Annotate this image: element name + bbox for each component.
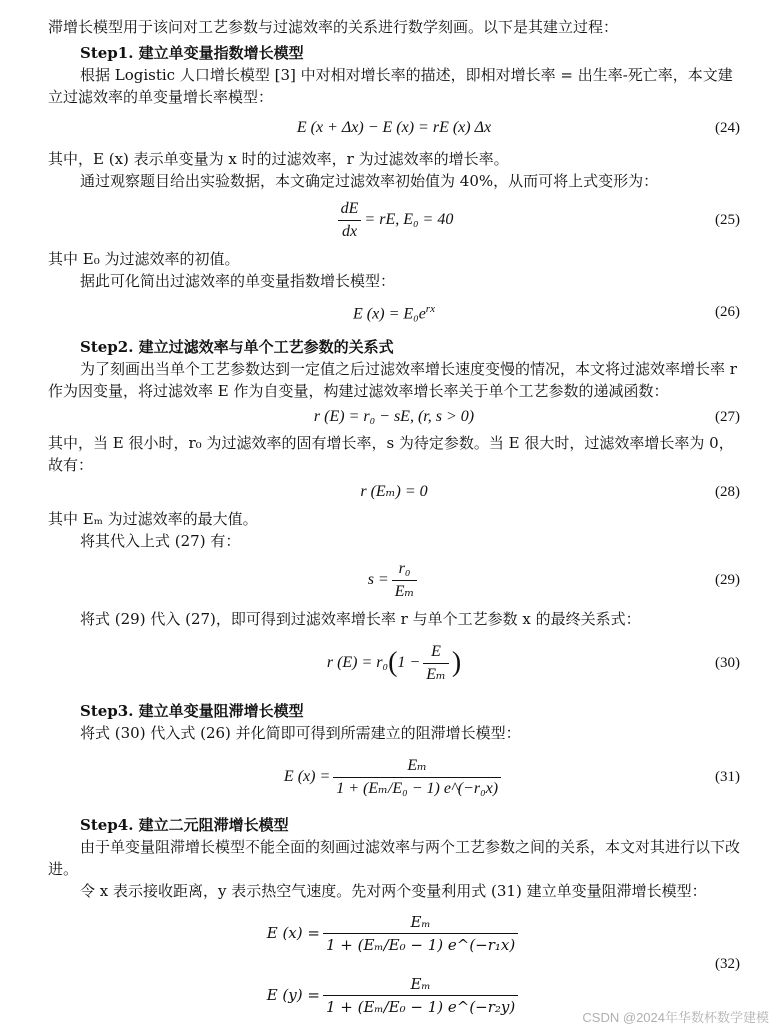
equation-32b-numerator: Eₘ [323, 973, 518, 996]
intro-paragraph: 滞增长模型用于该问对工艺参数与过滤效率的关系进行数学刻画。以下是其建立过程： [48, 18, 619, 36]
step3-heading: Step3. 建立单变量阻滞增长模型 [80, 702, 304, 720]
equation-30-denominator: Eₘ [426, 665, 446, 683]
step2-heading: Step2. 建立过滤效率与单个工艺参数的关系式 [80, 338, 394, 356]
equation-24 [48, 108, 740, 148]
equation-32a-fraction [323, 911, 518, 956]
step4-heading: Step4. 建立二元阻滞增长模型 [80, 816, 289, 834]
equation-30-number: (30) [715, 655, 740, 671]
equation-31-fraction [333, 755, 501, 800]
equation-30-inner: 1 − [397, 654, 421, 671]
step2-paragraph-4: 将其代入上式 (27) 有： [80, 532, 241, 550]
step4-paragraph-2: 令 x 表示接收距离，y 表示热空气速度。先对两个变量利用式 (31) 建立单变量阻滞增长模型： [80, 882, 707, 900]
equation-26-body [353, 298, 435, 325]
equation-26-exponent: rx [425, 303, 435, 316]
equation-31-denominator: 1 + (Eₘ/E₀ − 1) e^(−r₀x) [336, 779, 499, 797]
equation-32b-left: E (y) = [266, 986, 320, 1004]
equation-25-rest: = rE, E₀ = 40 [364, 211, 454, 228]
equation-32b-denominator: 1 + (Eₘ/E₀ − 1) e^(−r₂y) [325, 997, 516, 1016]
equation-29-denominator: Eₘ [394, 582, 415, 600]
step3-paragraph-1: 将式 (30) 代入式 (26) 并化简即可得到所需建立的阻滞增长模型： [80, 724, 521, 742]
equation-31 [48, 744, 740, 810]
equation-29 [48, 552, 740, 608]
equation-30-left: r (E) = r₀ [326, 654, 389, 671]
equation-25-number: (25) [715, 212, 740, 228]
equation-27 [48, 402, 740, 432]
equation-28 [48, 476, 740, 508]
step1-paragraph-5: 据此可化简出过滤效率的单变量指数增长模型： [80, 272, 396, 290]
step1-paragraph-2: 其中，E (x) 表示单变量为 x 时的过滤效率，r 为过滤效率的增长率。 [48, 150, 509, 168]
step2-paragraph-3: 其中 Eₘ 为过滤效率的最大值。 [48, 510, 258, 528]
equation-32b-fraction [323, 973, 518, 1018]
left-paren: ( [388, 647, 398, 678]
equation-30-numerator: E [423, 641, 449, 664]
equation-32a-denominator: 1 + (Eₘ/E₀ − 1) e^(−r₁x) [325, 935, 516, 954]
equation-27-body: r (E) = r₀ − sE, (r, s > 0) [313, 408, 475, 425]
equation-32-row-x [48, 902, 740, 964]
step1-paragraph-3: 通过观察题目给出实验数据，本文确定过滤效率初始值为 40%，从而可将上式变形为： [80, 172, 659, 190]
equation-31-left: E (x) = [283, 768, 331, 785]
equation-29-number: (29) [715, 572, 740, 588]
step1-heading: Step1. 建立单变量指数增长模型 [80, 44, 304, 62]
equation-24-number: (24) [715, 120, 740, 136]
equation-30-fraction [423, 641, 449, 686]
step4-paragraph-1: 由于单变量阻滞增长模型不能全面的刻画过滤效率与两个工艺参数之间的关系，本文对其进行以下改进。 [48, 838, 741, 878]
paper-page [48, 16, 740, 1026]
equation-26-base: E (x) = E₀e [353, 305, 426, 323]
equation-26-number: (26) [715, 304, 740, 320]
equation-29-fraction [392, 558, 418, 603]
equation-25-numerator: dE [338, 198, 362, 221]
equation-25 [48, 192, 740, 248]
equation-27-number: (27) [715, 409, 740, 425]
equation-28-body: r (Eₘ) = 0 [360, 483, 428, 500]
equation-25-denominator: dx [341, 222, 358, 240]
right-paren: ) [451, 647, 462, 678]
equation-26 [48, 292, 740, 332]
equation-32a-left: E (x) = [266, 924, 320, 942]
equation-25-fraction [338, 198, 362, 243]
equation-31-number: (31) [715, 769, 740, 785]
step1-paragraph-1: 根据 Logistic 人口增长模型 [3] 中对相对增长率的描述，即相对增长率 = 出生率-死亡率，本文建立过滤效率的单变量增长率模型： [48, 66, 733, 106]
equation-32a-numerator: Eₘ [323, 911, 518, 934]
csdn-watermark: CSDN @2024年华数杯数学建模 [582, 1010, 769, 1025]
step2-paragraph-1: 为了刻画出当单个工艺参数达到一定值之后过滤效率增长速度变慢的情况，本文将过滤效率增长率 r 作为因变量，将过滤效率 E 作为自变量，构建过滤效率增长率关于单个工艺参数的递减函数： [48, 360, 737, 400]
step2-paragraph-5: 将式 (29) 代入 (27)，即可得到过滤效率增长率 r 与单个工艺参数 x 的最终关系式： [80, 610, 641, 628]
equation-32-number: (32) [715, 956, 740, 972]
equation-29-numerator: r₀ [392, 558, 418, 581]
equation-28-number: (28) [715, 484, 740, 500]
equation-29-left: s = [367, 571, 389, 588]
equation-24-body: E (x + Δx) − E (x) = rE (x) Δx [296, 119, 492, 136]
step2-paragraph-2: 其中，当 E 很小时，r₀ 为过滤效率的固有增长率，s 为待定参数。当 E 很大时，过滤效率增长率为 0，故有： [48, 434, 734, 474]
equation-31-numerator: Eₘ [333, 755, 501, 778]
step1-paragraph-4: 其中 E₀ 为过滤效率的初值。 [48, 250, 240, 268]
equation-30 [48, 630, 740, 696]
